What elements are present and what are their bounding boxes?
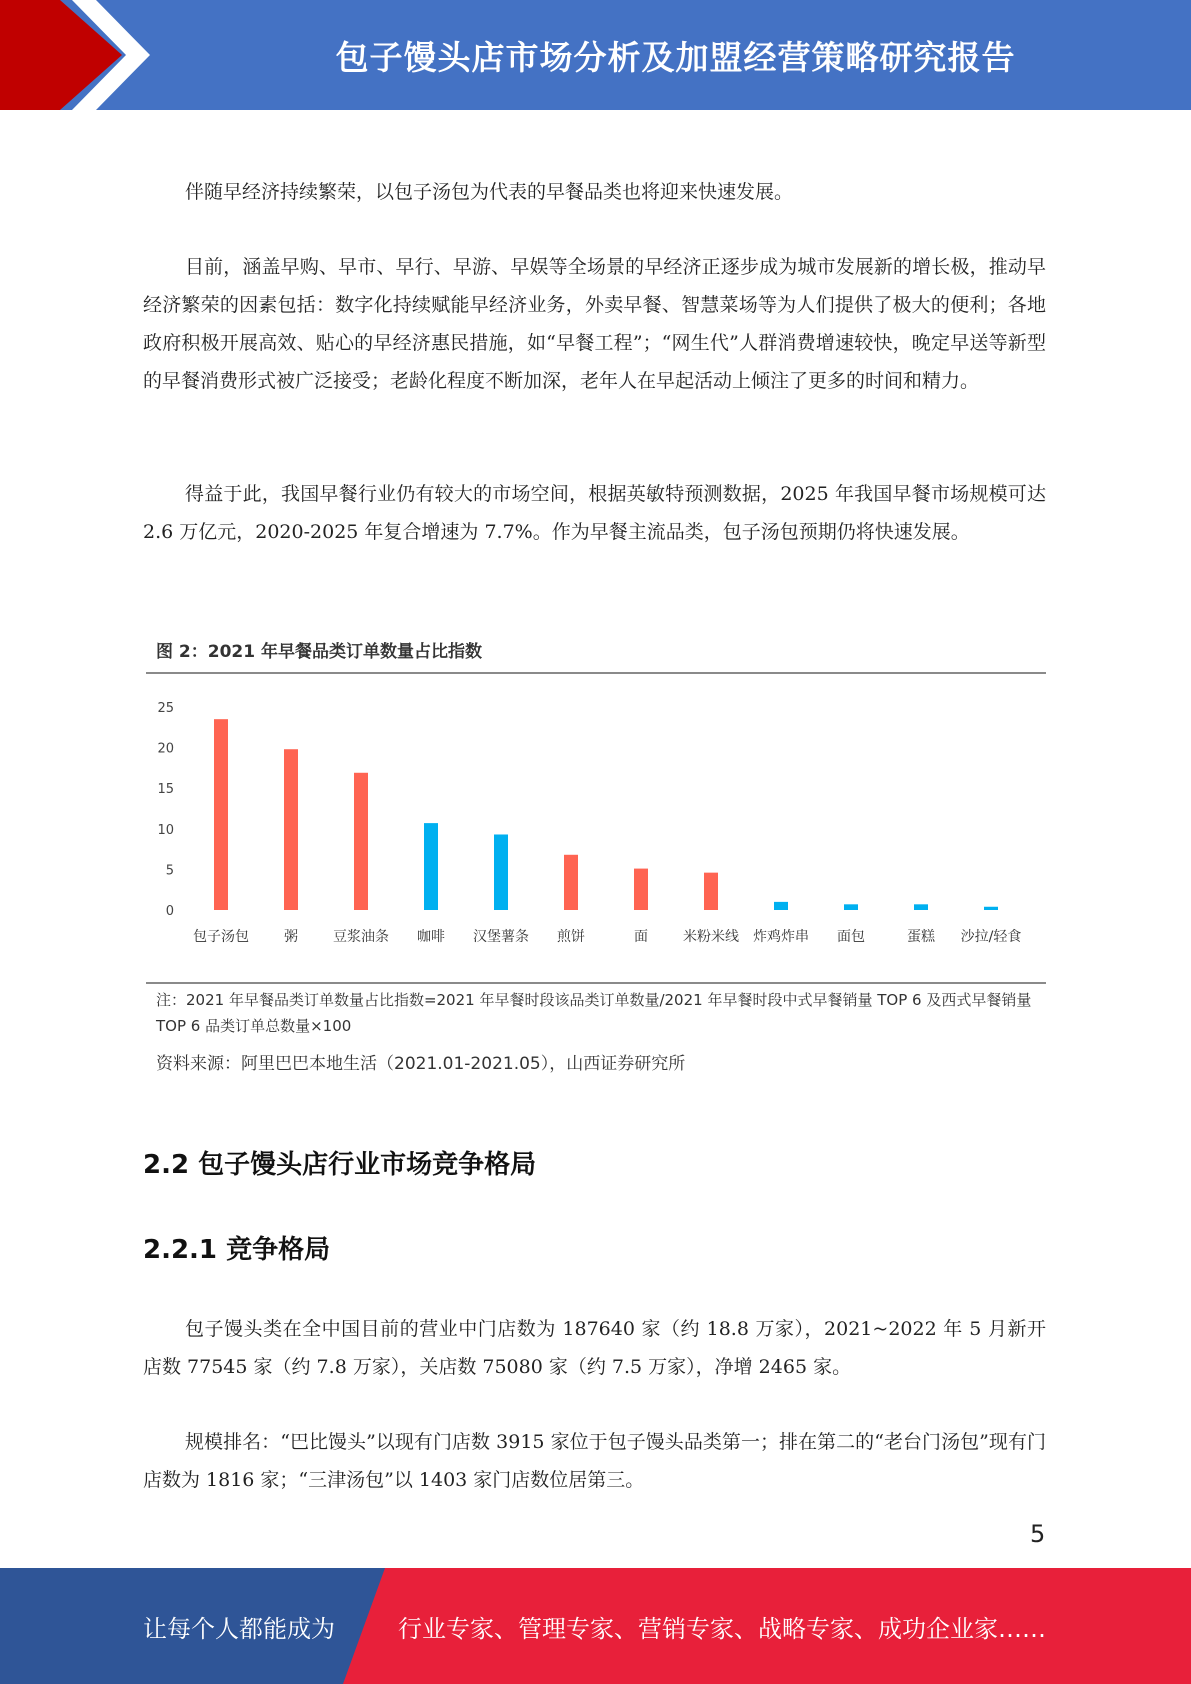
paragraph-intro: 伴随早经济持续繁荣，以包子汤包为代表的早餐品类也将迎来快速发展。 (185, 181, 794, 203)
page-number: 5 (1030, 1520, 1046, 1548)
bar (494, 834, 508, 910)
x-tick-label: 豆浆油条 (333, 929, 389, 945)
bar (424, 823, 438, 910)
y-tick-label: 0 (165, 904, 174, 919)
figure-bottom-rule (146, 982, 1046, 984)
footer-slogan-right: 行业专家、管理专家、营销专家、战略专家、成功企业家…… (398, 1614, 1046, 1643)
page-header (0, 0, 1191, 110)
header-arrow-decoration (0, 0, 160, 110)
x-tick-label: 粥 (284, 929, 298, 945)
x-tick-label: 面 (634, 929, 648, 945)
section-heading-2-2-1: 2.2.1 竞争格局 (143, 1235, 331, 1265)
x-tick-label: 咖啡 (417, 929, 445, 945)
y-tick-label: 5 (165, 863, 174, 879)
bar (564, 855, 578, 910)
figure-top-rule (146, 672, 1046, 674)
paragraph-ranking: 规模排名：“巴比馒头”以现有门店数 3915 家位于包子馒头品类第一；排在第二的“老台门汤包”现有门店数为 1816 家；“三津汤包”以 1403 家门店数位居第三。 (143, 1431, 1046, 1491)
paragraph-store-counts: 包子馒头类在全中国目前的营业中门店数为 187640 家（约 18.8 万家），2021~2022 年 5 月新开店数 77545 家（约 7.8 万家），关店数 75080 家（约 7.5 万家），净增 2465 家。 (143, 1318, 1046, 1378)
x-tick-label: 米粉米线 (683, 929, 739, 945)
bar (634, 869, 648, 910)
y-tick-label: 10 (157, 822, 174, 838)
y-tick-label: 20 (157, 741, 174, 757)
footer-slogan-left: 让每个人都能成为 (143, 1614, 335, 1643)
bar (914, 904, 928, 910)
bar (284, 749, 298, 910)
x-tick-label: 煎饼 (557, 929, 585, 945)
paragraph-market-size: 得益于此，我国早餐行业仍有较大的市场空间，根据英敏特预测数据，2025 年我国早餐市场规模可达 2.6 万亿元，2020-2025 年复合增速为 7.7%。作为早餐主流品类，包子汤包预期仍将快速发展。 (143, 483, 1046, 543)
section-heading-2-2: 2.2 包子馒头店行业市场竞争格局 (143, 1150, 537, 1180)
bar (214, 719, 228, 910)
page-footer (0, 1568, 1191, 1684)
bar (984, 907, 998, 910)
report-title: 包子馒头店市场分析及加盟经营策略研究报告 (335, 37, 1016, 77)
x-tick-label: 汉堡薯条 (473, 929, 529, 945)
x-tick-label: 包子汤包 (193, 929, 249, 945)
y-tick-label: 25 (157, 701, 174, 716)
bar (774, 902, 788, 910)
bar (704, 873, 718, 910)
bar (844, 904, 858, 910)
figure-note: 注：2021 年早餐品类订单数量占比指数=2021 年早餐时段该品类订单数量/2021 年早餐时段中式早餐销量 TOP 6 及西式早餐销量 TOP 6 品类订单总数量×100 (156, 991, 1032, 1035)
bar-chart (146, 690, 1046, 950)
y-tick-label: 15 (157, 782, 174, 798)
paragraph-morning-economy: 目前，涵盖早购、早市、早行、早游、早娱等全场景的早经济正逐步成为城市发展新的增长极，推动早经济繁荣的因素包括：数字化持续赋能早经济业务，外卖早餐、智慧菜场等为人们提供了极大的便利；各地政府积极开展高效、贴心的早经济惠民措施，如“早餐工程”；“网生代”人群消费增速较快，晚定早送等新型的早餐消费形式被广泛接受；老龄化程度不断加深，老年人在早起活动上倾注了更多的时间和精力。 (143, 256, 1046, 392)
bar (354, 773, 368, 910)
x-tick-label: 蛋糕 (907, 929, 935, 945)
x-tick-label: 沙拉/轻食 (960, 929, 1022, 945)
figure-source: 资料来源：阿里巴巴本地生活（2021.01-2021.05），山西证券研究所 (156, 1054, 686, 1074)
x-tick-label: 炸鸡炸串 (753, 929, 809, 945)
x-tick-label: 面包 (837, 929, 865, 945)
figure-title: 图 2：2021 年早餐品类订单数量占比指数 (156, 642, 482, 662)
